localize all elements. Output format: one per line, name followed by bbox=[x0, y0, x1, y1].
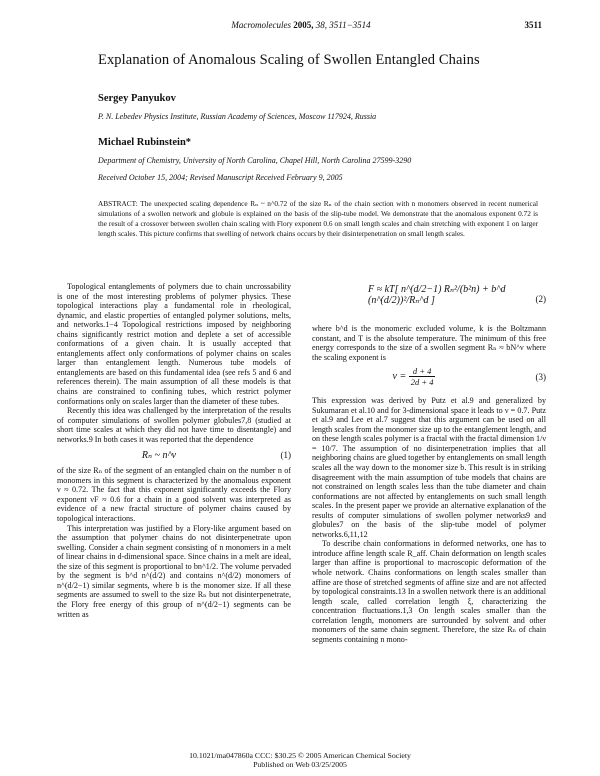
paragraph: This expression was derived by Putz et al.9 and generalized by Sukumaran et al.10 and for 3-dimensional space it leads to ν = 0.7. Putz et al.9 and Lee et al.7 suggest that this argument can be used on all length scales from the monomer size up to the entanglement length, and on these length scales polymer is a fractal with the fractal dimension 1/ν = 10/7. The assumption of no disinterpenetration implies that all neighboring chains are glued together by entanglements on small length scales all the way down to the monomer size b. This result is in striking disagreement with the main assumption of tube models that chains are not constrained on length scales less than the tube diameter and chain conformations are not affected by entanglements on such small length scales. In the present paper we provide an alternative explanation of the results of computer simulations of swollen polymer networks9 and globules7 on the basis of the slip-tube model of polymer networks.6,11,12 bbox=[312, 396, 546, 539]
author-affiliation-1: P. N. Lebedev Physics Institute, Russian Academy of Sciences, Moscow 117924, Russia bbox=[98, 112, 377, 121]
paragraph: This interpretation was justified by a Flory-like argument based on the assumption that polymer chains do not disinterpenetrate upon swelling. Consider a chain segment consisting of n monomers in a melt of linear chains in d-dimensional space. Since chains in a melt are ideal, the size of this segment is proportional to bn^1/2. The volume pervaded by the segment is b^d n^(d/2) and contains n^(d/2) monomers of n^(d/2−1) similar segments, where b is the monomer size. If all these segments are assumed to swell to the size Rₙ but not disinterpenetrate, the Flory free energy of this group of n^(d/2−1) segments can be written as bbox=[57, 523, 291, 619]
journal-citation bbox=[60, 20, 542, 30]
paragraph: Recently this idea was challenged by the interpretation of the results of computer simulations of swollen polymer globules7,8 (studied at short time scales at which they did not have time to disentangle) and networks.9 In both cases it was reported that the dependence bbox=[57, 406, 291, 444]
journal-year: 2005, bbox=[291, 20, 316, 30]
equation-3-number: (3) bbox=[535, 372, 546, 383]
abstract bbox=[98, 199, 538, 239]
equation-2 bbox=[312, 280, 546, 320]
doi-line: 10.1021/ma047860a CCC: $30.25 © 2005 American Chemical Society bbox=[189, 751, 411, 760]
abstract-text: The unexpected scaling dependence Rₙ ~ n^0.72 of the size Rₙ of the chain section with n monomers observed in recent numerical simulations of a swollen network and globule is explained on the basis of the slip-tube model. We demonstrate that the anomalous exponent 0.72 is the result of a crossover between swollen chain scaling with Flory exponent 0.6 on small length scales and chain stretching with exponent 1 on larger length scales. This picture confirms that swelling of network chains occurs by their disinterpenetration on small length scales. bbox=[98, 199, 538, 238]
equation-3-lhs: ν = bbox=[392, 370, 407, 382]
paragraph: of the size Rₙ of the segment of an entangled chain on the number n of monomers in this segment is characterized by the anomalous exponent ν ≈ 0.72. The fact that this exponent significantly exceeds the Flory exponent νF ≈ 0.6 for a chain in a good solvent was interpreted as evidence of a new fractal structure of polymer chains caused by topological interactions. bbox=[57, 466, 291, 524]
received-dates: Received October 15, 2004; Revised Manuscript Received February 9, 2005 bbox=[98, 173, 343, 182]
journal-volume: 38, bbox=[315, 20, 327, 30]
equation-3-denominator: 2d + 4 bbox=[410, 377, 434, 388]
equation-3-body bbox=[312, 366, 516, 387]
author-name-1: Sergey Panyukov bbox=[98, 93, 176, 104]
paragraph: Topological entanglements of polymers due to chain uncrossability is one of the most interesting problems of polymer physics. These topological interactions play a fundamental role in rheological, dynamic, and elastic properties of entangled polymer solutions, melts, and networks.1−4 Topological restrictions imposed by neighboring chains significantly restrict motion and deplete a set of accessible conformations of a given chain. It is usually accepted that entanglements affect only conformations of polymer chains on scales larger than entanglement length. Numerous tube models of entanglements are based on this fundamental idea (see refs 5 and 6 and references therein). The main assumption of all these models is that chains are constrained to confining tubes, which restrict polymer conformations only on scales larger than the diameter of these tubes. bbox=[57, 282, 291, 406]
abstract-label: ABSTRACT: bbox=[98, 199, 138, 208]
equation-3-numerator: d + 4 bbox=[409, 366, 436, 377]
paragraph: To describe chain conformations in deformed networks, one has to introduce affine length scale R_aff. Chain deformation on length scales larger than affine is proportional to macroscopic deformation of the whole network. Chains conformations on length scales smaller than affine are those of stretched segments of affine size and are not affected by topological constraints.13 In a swollen network there is an additional length scale, called correlation length ξ, characterizing the concentration fluctuations.1,3 On length scales smaller than the correlation length, monomers are surrounded by solvent and other monomers of the same chain segment. Therefore, the size Rₙ of chain segments containing n mono- bbox=[312, 539, 546, 644]
right-column bbox=[312, 324, 546, 644]
journal-name: Macromolecules bbox=[231, 20, 291, 30]
equation-1-body: Rₙ ~ n^ν bbox=[141, 450, 177, 462]
running-head bbox=[60, 20, 542, 34]
equation-1-number: (1) bbox=[280, 450, 291, 461]
page-footer bbox=[0, 751, 600, 769]
article-title: Explanation of Anomalous Scaling of Swollen Entangled Chains bbox=[98, 52, 480, 68]
left-column bbox=[57, 282, 291, 619]
equation-2-body: F ≈ kT[ n^(d/2−1) Rₙ²/(b²n) + b^d (n^(d/2))²/Rₙ^d ] bbox=[368, 284, 506, 306]
journal-pages: 3511−3514 bbox=[327, 20, 371, 30]
paragraph: where b^d is the monomeric excluded volume, k is the Boltzmann constant, and T is the absolute temperature. The minimum of this free energy corresponds to the size of a swollen segment Rₙ ≈ bN^ν where the scaling exponent is bbox=[312, 324, 546, 362]
equation-3-fraction bbox=[409, 366, 436, 387]
equation-2-number: (2) bbox=[535, 294, 546, 304]
page-number: 3511 bbox=[524, 20, 542, 30]
equation-1 bbox=[57, 444, 291, 466]
author-name-2: Michael Rubinstein* bbox=[98, 137, 192, 148]
equation-3 bbox=[312, 362, 546, 396]
publication-date: Published on Web 03/25/2005 bbox=[253, 760, 347, 769]
author-affiliation-2: Department of Chemistry, University of North Carolina, Chapel Hill, North Carolina 27599-3290 bbox=[98, 156, 412, 165]
